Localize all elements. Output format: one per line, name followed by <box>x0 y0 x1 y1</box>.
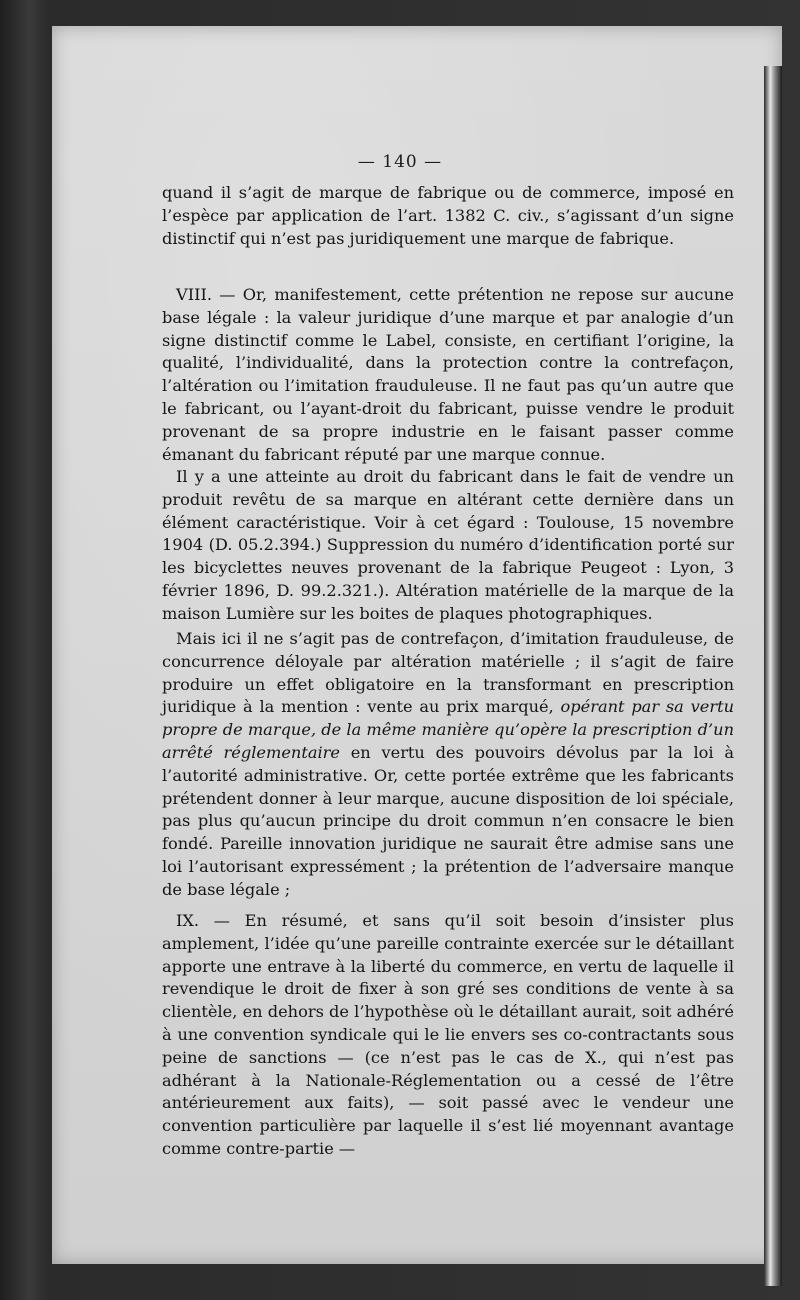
section-heading-viii: VIII. — <box>176 285 243 304</box>
paragraph-atteinte <box>162 466 734 626</box>
paragraph-section-ix <box>162 910 734 1161</box>
section-heading-ix: IX. — <box>176 911 245 930</box>
paragraph-continuation <box>162 182 734 250</box>
paragraph-section-viii <box>162 284 734 466</box>
paragraph-text: en vertu des pouvoirs dévolus par la loi à l’autorité administrative. Or, cette portée extrême que les fabricants prétendent donner à leur marque, aucune disposition de loi spéciale, pas plus qu’aucun principe du droit commun n’en consacre le bien fondé. Pareille innovation juridique ne saurait être admise sans une loi l’autorisant expressément ; la prétention de l’adversaire manque de base légale ; <box>162 742 734 899</box>
paragraph-text: Or, manifestement, cette prétention ne repose sur aucune base légale : la valeur juridique d’une marque et par analogie d’un signe distinctif comme le Label, consiste, en certifiant l’origine, la qualité, l’individualité, dans la protection contre la contrefaçon, l’altération ou l’imitation frauduleuse. Il ne faut pas qu’un autre que le fabricant, ou l’ayant-droit du fabricant, puisse vendre le produit provenant de sa propre industrie en le faisant passer comme émanant du fabricant réputé par une marque connue. <box>162 285 735 464</box>
paragraph-text: Il y a une atteinte au droit du fabricant dans le fait de vendre un produit revêtu de sa marque en altérant cette dernière dans un élément caractéristique. Voir à cet égard : Toulouse, 15 novembre 1904 (D. 05.2.394.) Suppression du numéro d’identification porté sur les bicyclettes neuves provenant de la fabrique Peugeot : Lyon, 3 février 1896, D. 99.2.321.). Altération matérielle de la marque de la maison Lumière sur les boites de plaques photographiques. <box>162 467 734 623</box>
paragraph-mais-ici <box>162 628 734 902</box>
page-number: — 140 — <box>357 152 443 172</box>
paragraph-text: Mais ici il ne s’agit pas de contrefaçon, d’imitation frauduleuse, de concurrence déloyale par altération matérielle ; il s’agit de faire produire un effet obligatoire en la transformant en prescription juridique à la mention : vente au prix marqué, <box>162 629 734 717</box>
italic-quotation: opérant par sa vertu propre de marque, de la même manière qu’opère la prescription d’un arrêté réglementaire <box>162 697 735 762</box>
paragraph-text: quand il s’agit de marque de fabrique ou de commerce, imposé en l’espèce par application de l’art. 1382 C. civ., s’agissant d’un signe distinctif qui n’est pas juridiquement une marque de fabrique. <box>162 183 734 248</box>
page-edge-shadow <box>764 66 782 1286</box>
paragraph-text: En résumé, et sans qu’il soit besoin d’insister plus amplement, l’idée qu’une pareille contrainte exercée sur le détaillant apporte une entrave à la liberté du commerce, en vertu de laquelle il revendique le droit de fixer à son gré ses conditions de vente à sa clientèle, en dehors de l’hypothèse où le détaillant aurait, soit adhéré à une convention syndicale qui le lie envers ses co-contractants sous peine de sanctions — (ce n’est pas le cas de X., qui n’est pas adhérant à la Nationale-Réglementation ou a cessé de l’être antérieurement aux faits), — soit passé avec le vendeur une convention particulière par laquelle il s’est lié moyennant avantage comme contre-partie — <box>162 911 734 1158</box>
